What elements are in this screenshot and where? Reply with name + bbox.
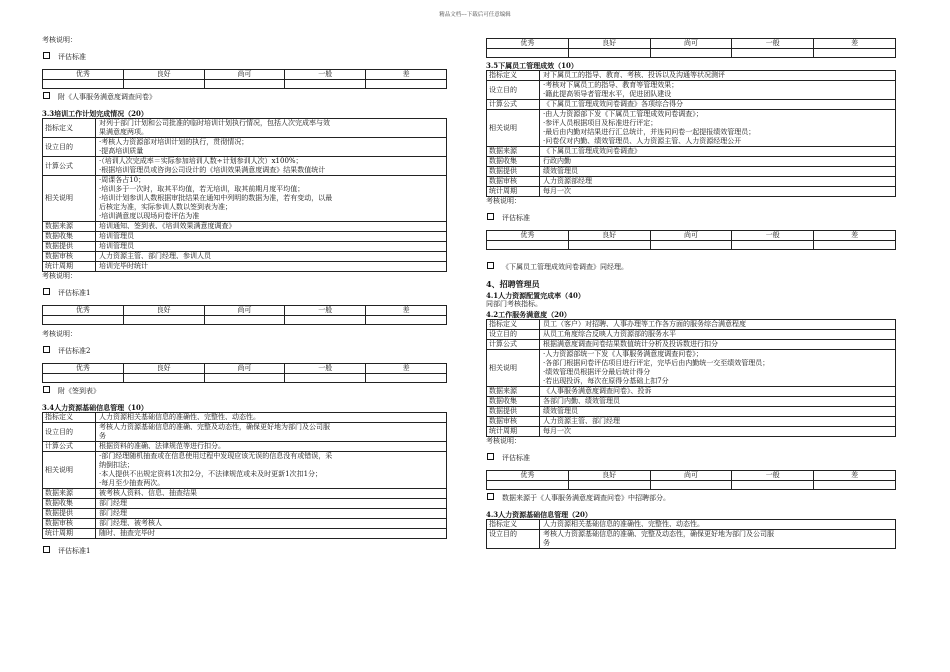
rating-bullet bbox=[486, 213, 896, 223]
assessment-note: 考核说明： bbox=[42, 272, 77, 280]
page-header: 精品文档---下载后可任意编辑 bbox=[439, 12, 511, 18]
table-label-cell: 计算公式 bbox=[487, 100, 540, 110]
text-line: ·若出现投诉，每次在原得分基础上扣7分 bbox=[543, 377, 669, 385]
assessment-note: 考核说明： bbox=[42, 36, 77, 44]
text-line: 评估标准 bbox=[58, 53, 86, 61]
table-cell bbox=[814, 481, 896, 490]
table-cell: 部门经理、被考核人 bbox=[96, 519, 447, 529]
text-line: 果满意度两项。 bbox=[99, 128, 148, 136]
indicator-table-3-3 bbox=[42, 118, 447, 272]
table-cell bbox=[43, 80, 124, 89]
table-cell bbox=[540, 350, 896, 387]
table-label-cell: 设立目的 bbox=[43, 423, 96, 442]
table-cell bbox=[487, 49, 569, 58]
table-cell bbox=[96, 119, 447, 138]
table-cell: 人力资源相关基础信息的准确性、完整性、动态性。 bbox=[96, 413, 447, 423]
text-line: 评估标准2 bbox=[58, 347, 91, 355]
checkbox-icon bbox=[487, 262, 494, 269]
section-title: 3.5下属员工管理成效（10） bbox=[486, 61, 578, 70]
table-cell: 《下属员工管理成效问卷调查》各项综合得分 bbox=[540, 100, 896, 110]
table-cell bbox=[43, 374, 124, 383]
rating-level: 优秀 bbox=[43, 70, 124, 80]
table-label-cell: 数据收集 bbox=[43, 232, 96, 242]
table-cell: 培训完毕时统计 bbox=[96, 262, 447, 272]
table-label-cell: 数据审核 bbox=[487, 177, 540, 187]
text-line: ·培训满意度以现场问卷评估为准 bbox=[99, 212, 200, 220]
table-cell bbox=[285, 316, 366, 325]
section-title: 3.4人力资源基础信息管理（10） bbox=[42, 403, 148, 412]
rating-bullet bbox=[486, 453, 896, 463]
table-cell: 被考核人资料、信息、抽查结果 bbox=[96, 489, 447, 499]
text-line: ·培训计划参训人数根据审批结果在通知中列明的数据为准，若有变动，以最 bbox=[99, 194, 333, 202]
table-cell: 培训通知、签到表、《培训效果满意度调查》 bbox=[96, 222, 447, 232]
table-label-cell: 数据提供 bbox=[43, 509, 96, 519]
attachment-note bbox=[42, 386, 447, 396]
rating-table bbox=[486, 230, 896, 250]
table-label-cell: 设立目的 bbox=[487, 330, 540, 340]
table-cell: 行政内勤 bbox=[540, 157, 896, 167]
table-label-cell: 统计周期 bbox=[43, 262, 96, 272]
checkbox-icon bbox=[43, 52, 50, 59]
table-label-cell: 设立目的 bbox=[43, 138, 96, 157]
table-label-cell: 相关说明 bbox=[487, 350, 540, 387]
table-cell bbox=[285, 80, 366, 89]
table-cell: 优秀 bbox=[43, 364, 124, 374]
text-line: 附《人事服务满意度调查问卷》 bbox=[58, 93, 156, 101]
table-label-cell: 指标定义 bbox=[487, 71, 540, 81]
text-line: 评估标准 bbox=[502, 454, 530, 462]
table-cell: 一般 bbox=[285, 364, 366, 374]
table-cell: 从员工角度综合反映人力资源部的服务水平 bbox=[540, 330, 896, 340]
table-cell bbox=[204, 80, 285, 89]
table-cell: 人力资源主管、部门经理、参训人员 bbox=[96, 252, 447, 262]
checkbox-icon bbox=[43, 386, 50, 393]
table-cell: 绩效管理员 bbox=[540, 167, 896, 177]
table-cell bbox=[540, 530, 896, 549]
table-label-cell: 指标定义 bbox=[487, 520, 540, 530]
table-label-cell: 相关说明 bbox=[487, 110, 540, 147]
rating-table bbox=[42, 363, 447, 383]
table-cell bbox=[96, 138, 447, 157]
text-line: ·考核对下属员工的指导、教育等管理效果； bbox=[543, 81, 679, 89]
table-cell: 人力资源部经理 bbox=[540, 177, 896, 187]
text-line: ·本人提供不出规定资料1次扣2分，不法律规范或未及时更新1次扣1分； bbox=[99, 470, 323, 478]
table-cell: 培训管理员 bbox=[96, 232, 447, 242]
table-cell: 差 bbox=[366, 306, 447, 316]
indicator-table-4-3 bbox=[486, 519, 896, 549]
rating-level: 一般 bbox=[285, 70, 366, 80]
rating-table bbox=[42, 305, 447, 325]
table-cell bbox=[43, 316, 124, 325]
table-cell bbox=[123, 374, 204, 383]
table-cell: 差 bbox=[366, 364, 447, 374]
table-cell: 差 bbox=[814, 231, 896, 241]
table-label-cell: 数据审核 bbox=[487, 417, 540, 427]
checkbox-icon bbox=[43, 288, 50, 295]
text-line: ·根据培训管理员或咨询公司设计的《培训效果满意度调查》结果数值统计 bbox=[99, 166, 326, 174]
section-title: 4.3人力资源基础信息管理（20） bbox=[486, 510, 592, 519]
table-cell: 尚可 bbox=[204, 364, 285, 374]
table-label-cell: 计算公式 bbox=[487, 340, 540, 350]
rating-table bbox=[486, 38, 896, 58]
table-label-cell: 设立目的 bbox=[487, 81, 540, 100]
text-line: 考核人力资源基础信息的准确、完整及动态性，确保更好地为部门及公司服 bbox=[543, 530, 774, 538]
table-cell bbox=[96, 452, 447, 489]
section-title: 3.3培训工作计划完成情况（20） bbox=[42, 109, 148, 118]
table-cell: 《下属员工管理成效问卷调查》 bbox=[540, 147, 896, 157]
table-label-cell: 指标定义 bbox=[43, 119, 96, 138]
table-label-cell: 统计周期 bbox=[43, 529, 96, 539]
table-cell bbox=[650, 481, 732, 490]
table-cell: 根据满意度调查问卷结果数值统计分析及投诉数进行扣分 bbox=[540, 340, 896, 350]
table-label-cell: 数据审核 bbox=[43, 252, 96, 262]
attachment-note bbox=[486, 493, 896, 503]
rating-bullet bbox=[42, 346, 447, 356]
table-label-cell: 数据提供 bbox=[43, 242, 96, 252]
table-cell bbox=[487, 481, 569, 490]
table-cell: 优秀 bbox=[487, 471, 569, 481]
table-cell: 随时、抽查完毕时 bbox=[96, 529, 447, 539]
table-cell bbox=[96, 176, 447, 222]
table-cell: 每月一次 bbox=[540, 187, 896, 197]
table-cell bbox=[568, 49, 650, 58]
checkbox-icon bbox=[43, 346, 50, 353]
table-cell: 人力资源主管、部门经理 bbox=[540, 417, 896, 427]
table-label-cell: 数据来源 bbox=[43, 489, 96, 499]
text-line: 数据来源于《人事服务满意度调查问卷》中招聘部分。 bbox=[502, 494, 670, 502]
table-cell: 差 bbox=[814, 471, 896, 481]
table-label-cell: 指标定义 bbox=[43, 413, 96, 423]
text-line: ·人力资源部统一下发《人事服务满意度调查问卷》； bbox=[543, 350, 703, 358]
table-cell: 尚可 bbox=[204, 306, 285, 316]
table-cell: 良好 bbox=[123, 306, 204, 316]
rating-bullet bbox=[42, 288, 447, 298]
table-cell bbox=[366, 316, 447, 325]
text-line: 评估标准 bbox=[502, 214, 530, 222]
text-line: 评估标准1 bbox=[58, 547, 91, 555]
text-line: 对列于部门计划和公司批准的临时培训计划执行情况，包括人次完成率与效 bbox=[99, 119, 330, 127]
text-line: ·培训多于一次时，取其平均值，若无培训，取其前期月度平均值； bbox=[99, 185, 305, 193]
text-line: 考核人力资源基础信息的准确、完整及动态性，确保更好地为部门及公司服 bbox=[99, 423, 330, 431]
text-line: ·每月至少抽查两次。 bbox=[99, 479, 165, 487]
table-cell: 根据资料的准确、法律规范等进行扣分。 bbox=[96, 442, 447, 452]
text-line: 纳倒扣法； bbox=[99, 461, 134, 469]
table-label-cell: 数据来源 bbox=[487, 147, 540, 157]
table-cell: 一般 bbox=[732, 231, 814, 241]
table-cell bbox=[96, 423, 447, 442]
table-cell bbox=[204, 374, 285, 383]
table-cell: 《人事服务满意度调查问卷》、投诉 bbox=[540, 387, 896, 397]
rating-level: 差 bbox=[366, 70, 447, 80]
table-cell: 优秀 bbox=[43, 306, 124, 316]
indicator-table-4-2 bbox=[486, 319, 896, 437]
assessment-note: 考核说明： bbox=[42, 330, 77, 338]
rating-bullet bbox=[42, 546, 447, 556]
text-line: ·籍此提高领导者管理水平，促进团队建设 bbox=[543, 90, 672, 98]
section-text: 同部门考核指标。 bbox=[486, 300, 542, 308]
table-label-cell: 数据来源 bbox=[487, 387, 540, 397]
table-cell: 每月一次 bbox=[540, 427, 896, 437]
text-line: ·（培训人次完成率＝实际参加培训人数÷计划参训人次）x100%； bbox=[99, 157, 303, 165]
table-cell: 部门经理 bbox=[96, 499, 447, 509]
table-label-cell: 数据提供 bbox=[487, 407, 540, 417]
table-cell bbox=[540, 81, 896, 100]
text-line: ·由人力资源部下发《下属员工管理成效问卷调查》； bbox=[543, 110, 703, 118]
table-cell bbox=[366, 374, 447, 383]
table-label-cell: 计算公式 bbox=[43, 157, 96, 176]
checkbox-icon bbox=[487, 493, 494, 500]
text-line: 务 bbox=[99, 432, 106, 440]
table-label-cell: 数据收集 bbox=[487, 397, 540, 407]
table-label-cell: 数据提供 bbox=[487, 167, 540, 177]
text-line: 附《签到表》 bbox=[58, 387, 100, 395]
indicator-table-3-4 bbox=[42, 412, 447, 539]
checkbox-icon bbox=[43, 92, 50, 99]
table-cell bbox=[732, 49, 814, 58]
text-line: ·周课各占10； bbox=[99, 176, 146, 184]
table-cell bbox=[487, 241, 569, 250]
rating-bullet bbox=[42, 52, 447, 62]
table-cell: 良好 bbox=[568, 231, 650, 241]
table-label-cell: 相关说明 bbox=[43, 176, 96, 222]
text-line: ·绩效管理员根据评分最后统计得分 bbox=[543, 368, 651, 376]
table-cell: 尚可 bbox=[650, 471, 732, 481]
table-cell bbox=[204, 316, 285, 325]
text-line: ·最后由内勤对结果进行汇总统计，并连同问卷一起提报绩效管理员； bbox=[543, 128, 756, 136]
text-line: ·提高培训质量 bbox=[99, 147, 144, 155]
text-line: 务 bbox=[543, 539, 550, 547]
table-label-cell: 统计周期 bbox=[487, 427, 540, 437]
table-cell: 优秀 bbox=[487, 39, 569, 49]
text-line: ·部门经理随机抽查或在信息使用过程中发现应该无误的信息没有或错误，采 bbox=[99, 452, 333, 460]
table-cell bbox=[366, 80, 447, 89]
text-line: 评估标准1 bbox=[58, 289, 91, 297]
table-cell: 尚可 bbox=[650, 231, 732, 241]
rating-table bbox=[486, 470, 896, 490]
text-line: ·参评人员根据项目及标准进行评定； bbox=[543, 119, 658, 127]
table-cell bbox=[123, 316, 204, 325]
table-cell: 一般 bbox=[285, 306, 366, 316]
text-line: ·问卷仅对内勤、绩效管理员、人力资源主管、人力资源经理公开 bbox=[543, 137, 742, 145]
table-cell bbox=[568, 481, 650, 490]
table-label-cell: 指标定义 bbox=[487, 320, 540, 330]
assessment-note: 考核说明： bbox=[486, 437, 521, 445]
table-cell: 差 bbox=[814, 39, 896, 49]
checkbox-icon bbox=[487, 213, 494, 220]
table-cell: 良好 bbox=[568, 39, 650, 49]
table-cell: 员工（客户）对招聘、人事办理等工作各方面的服务综合满意程度 bbox=[540, 320, 896, 330]
rating-table bbox=[42, 69, 447, 89]
table-cell bbox=[123, 80, 204, 89]
table-cell bbox=[568, 241, 650, 250]
table-label-cell: 数据收集 bbox=[487, 157, 540, 167]
assessment-note: 考核说明： bbox=[486, 197, 521, 205]
table-cell: 培训管理员 bbox=[96, 242, 447, 252]
table-cell: 优秀 bbox=[487, 231, 569, 241]
indicator-table-3-5 bbox=[486, 70, 896, 197]
section-title: 4.2工作服务满意度（20） bbox=[486, 310, 571, 319]
text-line: 《下属员工管理成效问卷调查》同经理。 bbox=[502, 263, 628, 271]
table-cell: 良好 bbox=[568, 471, 650, 481]
text-line: ·各部门根据问卷评估项目进行评定，完毕后由内勤统一交至绩效管理员； bbox=[543, 359, 770, 367]
table-cell bbox=[285, 374, 366, 383]
table-label-cell: 数据审核 bbox=[43, 519, 96, 529]
table-label-cell: 计算公式 bbox=[43, 442, 96, 452]
table-cell bbox=[814, 49, 896, 58]
table-cell bbox=[814, 241, 896, 250]
table-cell: 一般 bbox=[732, 39, 814, 49]
table-cell bbox=[732, 241, 814, 250]
table-cell bbox=[96, 157, 447, 176]
attachment-note bbox=[486, 262, 896, 272]
rating-level: 良好 bbox=[123, 70, 204, 80]
table-cell bbox=[650, 241, 732, 250]
table-cell: 对下属员工的指导、教育、考核、投诉以及沟通等状况测评 bbox=[540, 71, 896, 81]
table-label-cell: 设立目的 bbox=[487, 530, 540, 549]
table-cell: 良好 bbox=[123, 364, 204, 374]
table-cell: 一般 bbox=[732, 471, 814, 481]
table-cell: 部门经理 bbox=[96, 509, 447, 519]
checkbox-icon bbox=[43, 546, 50, 553]
section-title: 4.1人力资源配置完成率（40） bbox=[486, 291, 585, 300]
attachment-note bbox=[42, 92, 447, 102]
table-cell: 人力资源相关基础信息的准确性、完整性、动态性。 bbox=[540, 520, 896, 530]
text-line: 后核定为准，实际参训人数以签到表为准； bbox=[99, 203, 232, 211]
table-cell: 尚可 bbox=[650, 39, 732, 49]
table-cell bbox=[540, 110, 896, 147]
table-cell bbox=[650, 49, 732, 58]
table-label-cell: 数据来源 bbox=[43, 222, 96, 232]
table-label-cell: 数据收集 bbox=[43, 499, 96, 509]
table-label-cell: 相关说明 bbox=[43, 452, 96, 489]
checkbox-icon bbox=[487, 453, 494, 460]
chapter-title: 4、招聘管理员 bbox=[486, 279, 540, 289]
rating-level: 尚可 bbox=[204, 70, 285, 80]
right-column bbox=[486, 38, 896, 549]
table-cell: 绩效管理员 bbox=[540, 407, 896, 417]
table-cell bbox=[732, 481, 814, 490]
table-label-cell: 统计周期 bbox=[487, 187, 540, 197]
left-column bbox=[42, 36, 447, 563]
table-cell: 各部门内勤、绩效管理员 bbox=[540, 397, 896, 407]
text-line: ·考核人力资源部对培训计划的执行，贯彻情况； bbox=[99, 138, 249, 146]
